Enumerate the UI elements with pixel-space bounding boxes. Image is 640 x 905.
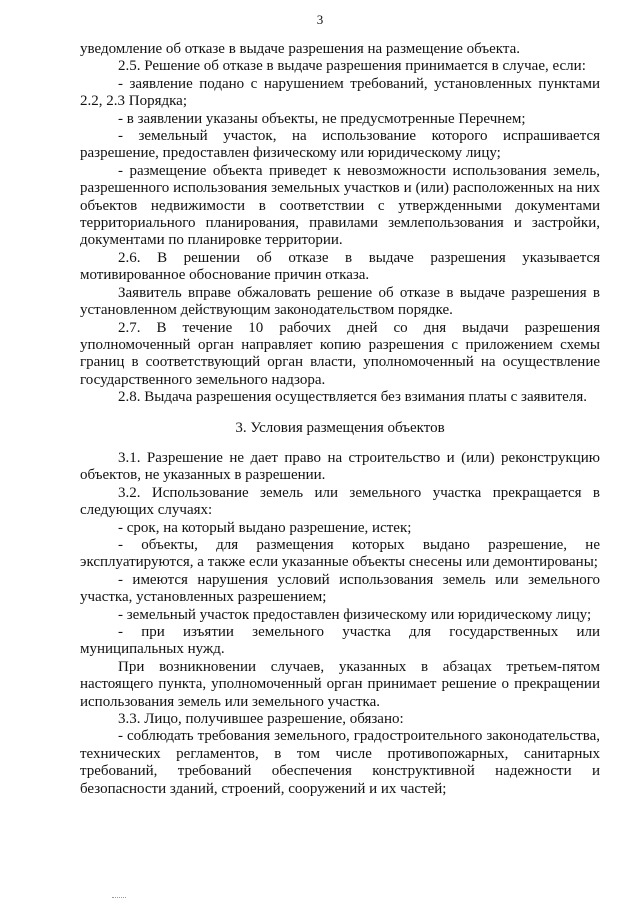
list-item: - имеются нарушения условий использования земель или земельного участка, установленных разрешением; — [80, 571, 600, 606]
paragraph: уведомление об отказе в выдаче разрешения на размещение объекта. — [80, 41, 521, 57]
paragraph: 3.3. Лицо, получившее разрешение, обязано: — [118, 711, 404, 728]
scan-artifact — [112, 897, 126, 900]
list-item: - заявление подано с нарушением требований, установленных пунктами 2.2, 2.3 Порядка; — [80, 75, 600, 110]
paragraph: 2.8. Выдача разрешения осуществляется без взимания платы с заявителя. — [118, 389, 587, 406]
paragraph: 3.1. Разрешение не дает право на строительство и (или) реконструкцию объектов, не указанных в разрешении. — [80, 449, 600, 484]
paragraph: 3.2. Использование земель или земельного участка прекращается в следующих случаях: — [80, 484, 600, 519]
page-number: 3 — [316, 12, 324, 27]
document-body — [80, 41, 600, 798]
list-item: - в заявлении указаны объекты, не предусмотренные Перечнем; — [118, 110, 526, 127]
list-item: - соблюдать требования земельного, градостроительного законодательства, технических регламентов, в том числе противопожарных, санитарных требований, требований обеспечения конструктивной надежности и безопасности зданий, строений, сооружений и их частей; — [80, 728, 600, 797]
paragraph: Заявитель вправе обжаловать решение об отказе в выдаче разрешения в установленном действующим законодательством порядке. — [80, 284, 600, 319]
paragraph: 2.6. В решении об отказе в выдаче разрешения указывается мотивированное обоснование причин отказа. — [80, 249, 600, 284]
list-item: - объекты, для размещения которых выдано разрешение, не эксплуатируются, а также если указанные объекты снесены или демонтированы; — [80, 536, 600, 571]
list-item: - при изъятии земельного участка для государственных или муниципальных нужд. — [80, 624, 600, 658]
list-item: - земельный участок предоставлен физическому или юридическому лицу; — [118, 606, 592, 623]
list-item: - срок, на который выдано разрешение, истек; — [118, 519, 412, 536]
section-title: 3. Условия размещения объектов — [235, 419, 445, 436]
list-item: - размещение объекта приведет к невозможности использования земель, разрешенного использования земельных участков и (или) расположенных на них объектов недвижимости в соответствии с утвержденными документами территориального планирования, правилами землепользования и застройки, документами по планировке территории. — [80, 162, 600, 249]
paragraph: 2.7. В течение 10 рабочих дней со дня выдачи разрешения уполномоченный орган направляет копию разрешения с приложением схемы границ в соответствующий орган власти, уполномоченный на осуществление государственного земельного надзора. — [80, 319, 600, 388]
paragraph: При возникновении случаев, указанных в абзацах третьем-пятом настоящего пункта, уполномоченный орган принимает решение о прекращении использования земель или земельного участка. — [80, 658, 600, 710]
paragraph: 2.5. Решение об отказе в выдаче разрешения принимается в случае, если: — [118, 58, 586, 75]
list-item: - земельный участок, на использование которого испрашивается разрешение, предоставлен физическому или юридическому лицу; — [80, 128, 600, 162]
